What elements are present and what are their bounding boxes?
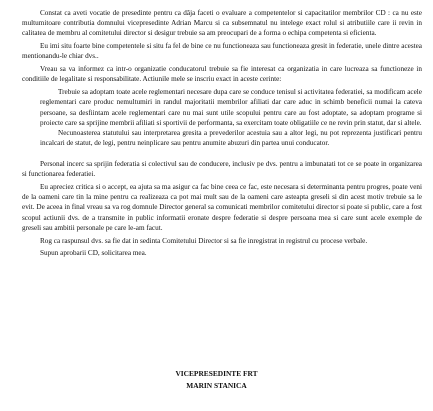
letter-body [22,8,422,261]
paragraph-approval-request: Supun aprobarii CD, solicitarea mea. [40,249,147,258]
requirements-block [22,87,422,148]
paragraph-competence-evaluation: Constat ca aveti vocatie de presedinte pentru ca dăja faceti o evaluare a competentelor si capacitatilor membrilor CD : ca nu este multumitoare contributia domnului vicepresedinte Adrian Marcu si ca subsemnatul nu intelege exact rolul si atributiile care ii revin in calitatea de membru al comitetului director si desigur trebuie sa am preocupari de a forma o echipa competenta si eficienta. [22,9,422,38]
signature-name: MARIN STANICA [186,381,247,390]
section-gap [22,151,422,159]
paragraph-organization-legality: Vreau sa va informez ca intr-o organizatie conducatorul trebuie sa fie interesat ca organizatia in care lucreaza sa functioneze in conditiile de legalitate si responsabilitate. Actiunile mele se inscriu exact in aceste cerinte: [22,65,422,84]
signature-title: VICEPRESEDINTE FRT [175,369,258,378]
paragraph-own-competence: Eu imi situ foarte bine competentele si situ fa fel de bine ce nu functioneaza sau functioneaza gresit in federatie, unele dintre acestea mentionandu-le chiar dvs.. [22,42,422,61]
paragraph-regulations: Trebuie sa adoptam toate acele reglementari necesare dupa care se conduce tenisul si activitatea federatiei, sa modificam acele reglementari care produc nemultumiri in randul majoritatii membrilor afiliati dar care aduc in schimb beneficii numai la cateva persoane, sa desfiintam acele reglementari care nu mai sunt utile scopului pentru care au fost adoptate, sa adoptam programe si proiecte care sa sprijine membrii afiliati si sportivii de performanta, sa exercitam toate obligatiile ce ne revin prin statut, dar si altele. [40,88,422,127]
paragraph-personal-support: Personal incerc sa sprijin federatia si colectivul sau de conducere, inclusiv pe dvs. pentru a imbunatati tot ce se poate in organizarea si functionarea federatiei. [22,160,422,179]
paragraph-response-request: Rog ca raspunsul dvs. sa fie dat in sedinta Comitetului Director si sa fie inregistrat in registrul cu procese verbale. [40,236,368,245]
paragraph-statute-ignorance: Necunoasterea statutului sau interpretarea gresita a prevederilor acestuia sau a altor legi, nu pot reprezenta justificari pentru incalcari de statut, de legi, pentru neinplicare sau pentru anumite abuzuri din partea unui conducator. [40,129,422,148]
paragraph-critique: Eu apreciez critica si o accept, ea ajuta sa ma asigur ca fac bine ceea ce fac, este necesara si determinanta pentru progres, poate veni de la oameni care tin la mine pentru ca realizeaza ca pot mai mult sau de la oameni care asteapta greseli si din acest motiv trebuie sa le evit. De aceea in final vreau sa va rog domnule Director general sa comunicati membrilor comitetului director si poate si public, care a fost scopul actiunii dvs. de a transmite in public informatii eronate despre federatie si despre persoana mea si care sunt acele exemple de greseli sau ambitii personale pe care le-am facut. [22,183,422,232]
